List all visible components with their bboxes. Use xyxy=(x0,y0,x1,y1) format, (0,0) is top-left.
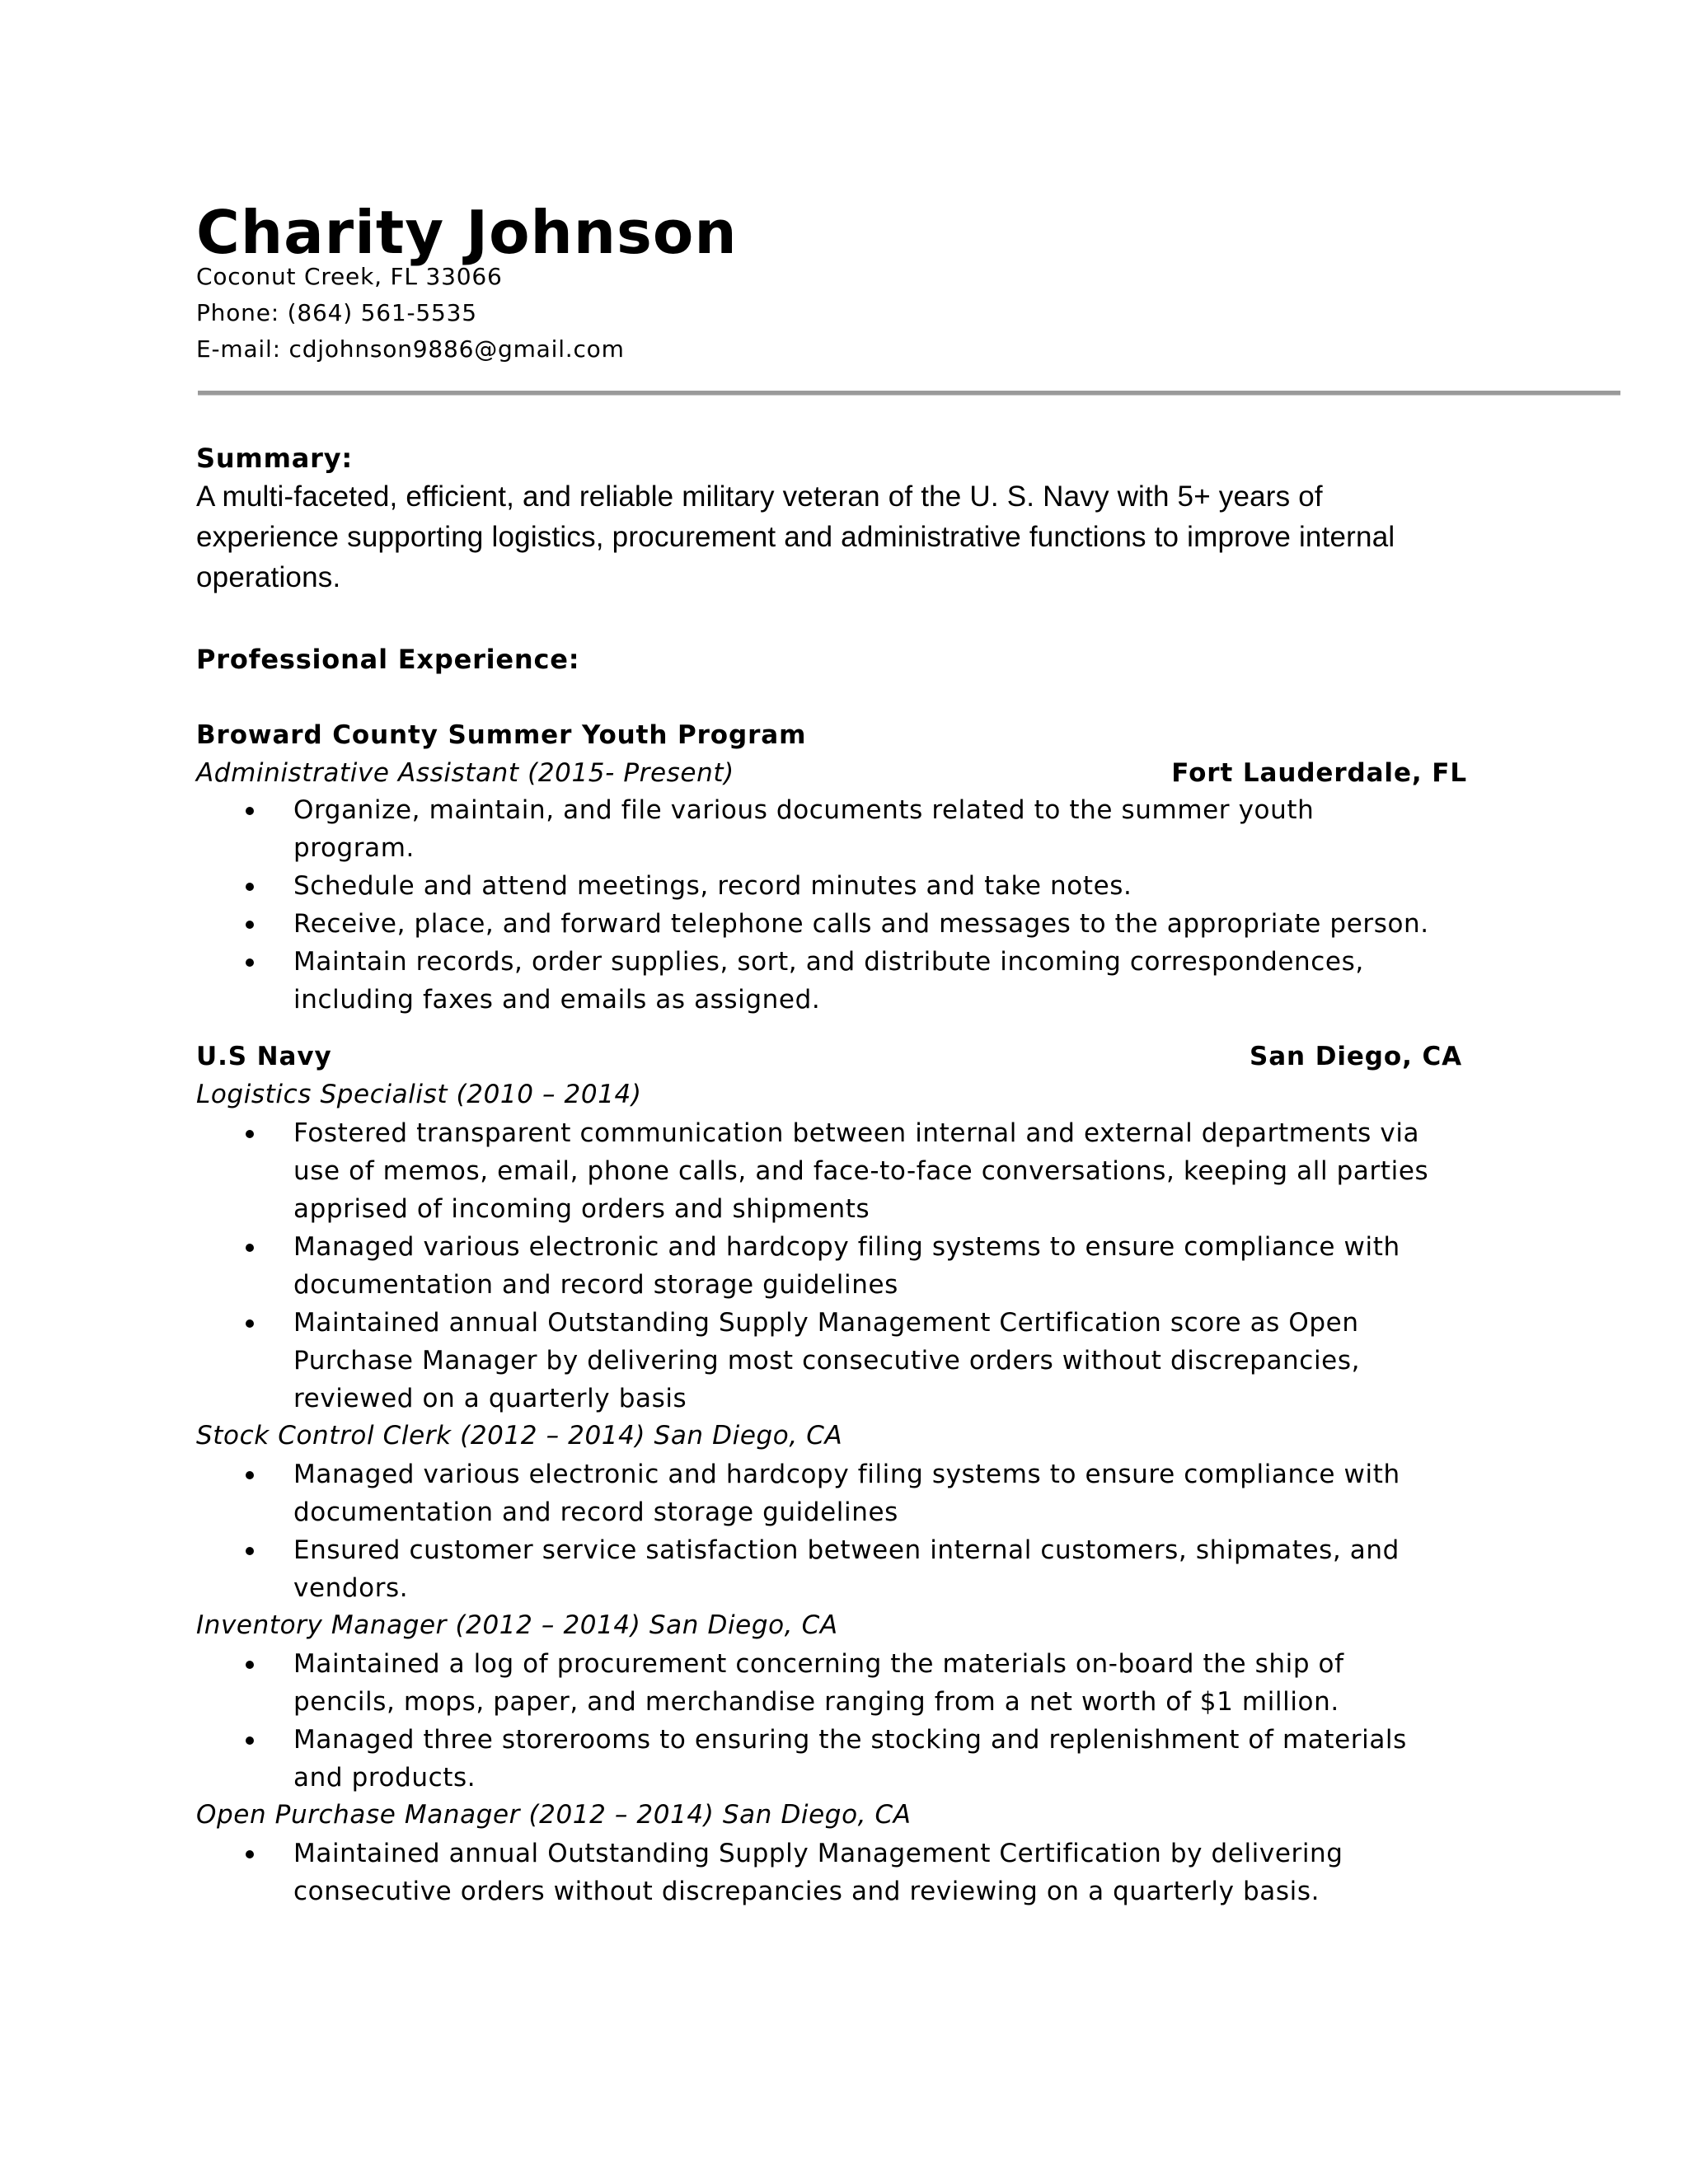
logistics-bullets xyxy=(196,1114,1515,1418)
employer-navy: U.S Navy xyxy=(196,1042,332,1071)
employer-broward: Broward County Summer Youth Program xyxy=(196,720,807,750)
purchase-bullets xyxy=(196,1835,1515,1910)
list-item xyxy=(196,1835,1515,1910)
bullet-icon xyxy=(246,1244,254,1252)
list-item xyxy=(196,1455,1515,1531)
summary-heading: Summary: xyxy=(196,443,353,474)
list-item xyxy=(196,1228,1515,1304)
bullet-text: vendors. xyxy=(293,1573,409,1603)
bullet-text: including faxes and emails as assigned. xyxy=(293,985,821,1015)
bullet-text: documentation and record storage guidelines xyxy=(293,1270,898,1300)
bullet-icon xyxy=(246,1661,254,1669)
inventory-bullets xyxy=(196,1645,1515,1797)
bullet-text: program. xyxy=(293,833,415,863)
role-logistics-specialist: Logistics Specialist (2010 – 2014) xyxy=(196,1080,642,1109)
list-item xyxy=(196,1114,1515,1228)
bullet-text: reviewed on a quarterly basis xyxy=(293,1384,687,1413)
contact-block xyxy=(196,259,625,368)
phone-line: Phone: (864) 561-5535 xyxy=(196,299,477,326)
bullet-icon xyxy=(246,921,254,929)
bullet-text: pencils, mops, paper, and merchandise ranging from a net worth of $1 million. xyxy=(293,1687,1339,1717)
bullet-icon xyxy=(246,1471,254,1479)
bullet-icon xyxy=(246,883,254,891)
list-item xyxy=(196,1721,1515,1797)
bullet-icon xyxy=(246,1736,254,1745)
bullet-icon xyxy=(246,1130,254,1138)
bullet-text: Receive, place, and forward telephone calls and messages to the appropriate person. xyxy=(293,909,1429,939)
list-item xyxy=(196,1645,1515,1721)
email-line: E-mail: cdjohnson9886@gmail.com xyxy=(196,335,625,363)
bullet-text: apprised of incoming orders and shipments xyxy=(293,1194,870,1224)
bullet-text: Purchase Manager by delivering most consecutive orders without discrepancies, xyxy=(293,1346,1361,1376)
header-divider xyxy=(198,391,1620,396)
list-item xyxy=(196,943,1515,1019)
bullet-text: Managed three storerooms to ensuring the stocking and replenishment of materials xyxy=(293,1725,1407,1755)
bullet-text: Maintain records, order supplies, sort, and distribute incoming correspondences, xyxy=(293,947,1364,977)
bullet-text: documentation and record storage guidelines xyxy=(293,1497,898,1527)
bullet-icon xyxy=(246,958,254,967)
bullet-text: Organize, maintain, and file various documents related to the summer youth xyxy=(293,795,1315,825)
summary-line: operations. xyxy=(196,561,341,593)
bullet-text: Fostered transparent communication between internal and external departments via xyxy=(293,1118,1420,1148)
stock-bullets xyxy=(196,1455,1515,1607)
summary-text xyxy=(196,476,1482,598)
bullet-text: Ensured customer service satisfaction between internal customers, shipmates, and xyxy=(293,1535,1400,1565)
bullet-text: Maintained annual Outstanding Supply Management Certification score as Open xyxy=(293,1308,1359,1338)
role-administrative-assistant: Administrative Assistant (2015- Present) xyxy=(196,758,734,788)
bullet-text: Managed various electronic and hardcopy filing systems to ensure compliance with xyxy=(293,1460,1400,1489)
address-line: Coconut Creek, FL 33066 xyxy=(196,263,503,290)
bullet-text: Managed various electronic and hardcopy filing systems to ensure compliance with xyxy=(293,1232,1400,1262)
bullet-text: Maintained a log of procurement concerning the materials on-board the ship of xyxy=(293,1649,1344,1679)
summary-line: A multi-faceted, efficient, and reliable military veteran of the U. S. Navy with 5+ years of xyxy=(196,480,1323,513)
list-item xyxy=(196,867,1515,905)
role-inventory-manager: Inventory Manager (2012 – 2014) San Diego, CA xyxy=(196,1610,838,1640)
role-open-purchase-manager: Open Purchase Manager (2012 – 2014) San Diego, CA xyxy=(196,1800,912,1830)
list-item xyxy=(196,905,1515,943)
location-navy: San Diego, CA xyxy=(1250,1042,1462,1071)
bullet-icon xyxy=(246,807,254,815)
bullet-icon xyxy=(246,1319,254,1328)
bullet-text: use of memos, email, phone calls, and face-to-face conversations, keeping all parties xyxy=(293,1156,1429,1186)
bullet-text: Maintained annual Outstanding Supply Management Certification by delivering xyxy=(293,1839,1343,1868)
bullet-text: and products. xyxy=(293,1763,476,1793)
bullet-text: Schedule and attend meetings, record minutes and take notes. xyxy=(293,871,1132,901)
bullet-text: consecutive orders without discrepancies and reviewing on a quarterly basis. xyxy=(293,1877,1320,1906)
list-item xyxy=(196,791,1515,867)
broward-bullets xyxy=(196,791,1515,1019)
list-item xyxy=(196,1304,1515,1418)
bullet-icon xyxy=(246,1547,254,1555)
summary-line: experience supporting logistics, procurement and administrative functions to improve internal xyxy=(196,521,1395,553)
experience-heading: Professional Experience: xyxy=(196,644,580,675)
role-stock-control-clerk: Stock Control Clerk (2012 – 2014) San Diego, CA xyxy=(196,1421,843,1451)
location-broward: Fort Lauderdale, FL xyxy=(1171,758,1467,788)
candidate-name: Charity Johnson xyxy=(196,198,738,267)
bullet-icon xyxy=(246,1850,254,1858)
list-item xyxy=(196,1531,1515,1607)
